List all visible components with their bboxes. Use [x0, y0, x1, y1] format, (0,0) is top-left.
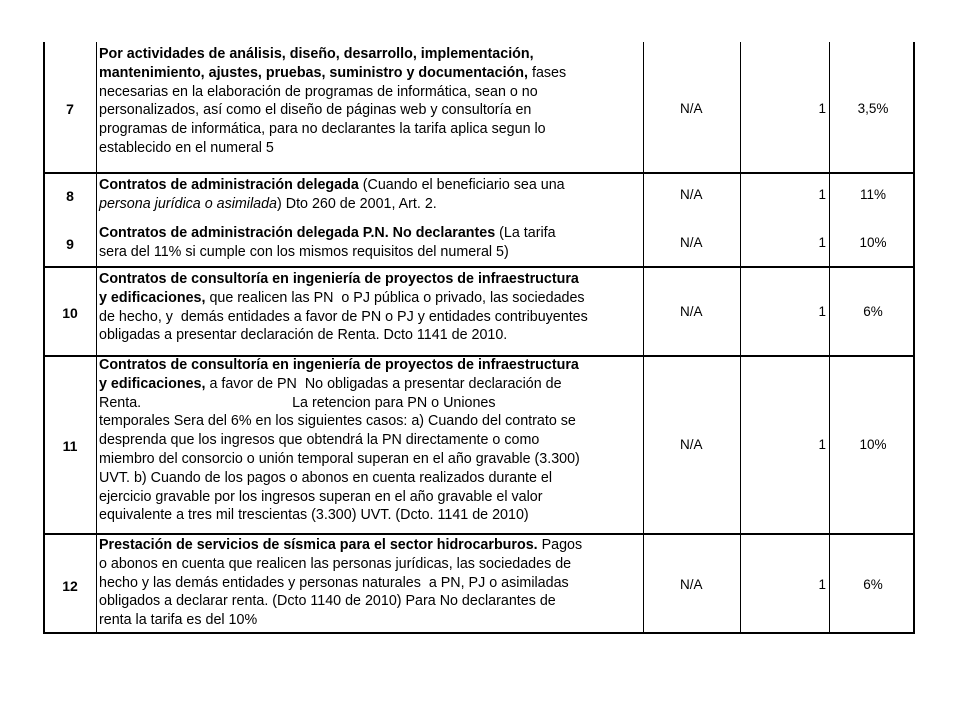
row-number: 8 — [66, 188, 74, 204]
description-line — [99, 224, 644, 243]
description-text: personalizados, así como el diseño de páginas web y consultoría en — [99, 102, 532, 119]
row-description — [99, 536, 644, 630]
description-line — [99, 506, 644, 525]
description-line — [99, 555, 644, 574]
description-text: y edificaciones, — [99, 375, 206, 392]
column-divider — [829, 42, 830, 634]
row-rate: 6% — [863, 304, 883, 319]
description-text: sera del 11% si cumple con los mismos requisitos del numeral 5) — [99, 243, 509, 260]
row-description — [99, 270, 644, 345]
row-quantity: 1 — [818, 304, 826, 319]
description-text: a favor de PN No obligadas a presentar declaración de — [205, 375, 562, 392]
description-text: equivalente a tres mil trescientas (3.300) UVT. (Dcto. 1141 de 2010) — [99, 507, 529, 524]
description-line — [99, 120, 644, 139]
row-rate: 6% — [863, 577, 883, 592]
table-border-right — [913, 42, 915, 634]
description-text: Por actividades de análisis, diseño, desarrollo, implementación, — [99, 46, 534, 62]
description-text: de hecho, y demás entidades a favor de PN o PJ y entidades contribuyentes — [99, 308, 588, 325]
column-divider — [96, 42, 97, 634]
row-number: 7 — [66, 101, 74, 117]
row-quantity: 1 — [818, 437, 826, 452]
table-border-left — [43, 42, 45, 634]
description-line — [99, 176, 644, 195]
description-line — [99, 45, 644, 64]
description-text: que realicen las PN o PJ pública o privado, las sociedades — [205, 289, 585, 306]
description-line — [99, 195, 644, 214]
description-text: renta la tarifa es del 10% — [99, 612, 258, 629]
description-text: Pagos — [537, 537, 583, 553]
column-divider — [740, 42, 741, 634]
description-line — [99, 101, 644, 120]
row-rate: 10% — [859, 437, 887, 452]
description-line — [99, 592, 644, 611]
description-text: mantenimiento, ajustes, pruebas, suministro y documentación, — [99, 64, 528, 81]
row-na: N/A — [680, 577, 703, 592]
row-number: 9 — [66, 236, 74, 252]
row-na: N/A — [680, 101, 703, 116]
row-na: N/A — [680, 187, 703, 202]
description-text: necesarias en la elaboración de programas de informática, sean o no — [99, 83, 538, 100]
description-text: temporales Sera del 6% en los siguientes casos: a) Cuando del contrato se — [99, 413, 576, 430]
description-text: Renta. La retencion para PN o Uniones — [99, 394, 496, 411]
description-text: (La tarifa — [495, 225, 556, 241]
description-line — [99, 64, 644, 83]
description-line — [99, 308, 644, 327]
description-text: obligadas a presentar declaración de Renta. Dcto 1141 de 2010. — [99, 327, 508, 344]
description-text: desprenda que los ingresos que obtendrá la PN directamente o como — [99, 432, 540, 449]
description-line — [99, 83, 644, 102]
description-text: ) Dto 260 de 2001, Art. 2. — [277, 195, 437, 212]
description-text: fases — [528, 64, 567, 81]
description-text: UVT. b) Cuando de los pagos o abonos en cuenta realizados durante el — [99, 469, 553, 486]
description-line — [99, 469, 644, 488]
row-quantity: 1 — [818, 577, 826, 592]
row-description — [99, 176, 644, 214]
row-quantity: 1 — [818, 235, 826, 250]
row-divider — [43, 172, 915, 174]
description-line — [99, 243, 644, 262]
row-number: 10 — [62, 305, 78, 321]
description-text: Contratos de consultoría en ingeniería de proyectos de infraestructura — [99, 271, 579, 287]
description-text: programas de informática, para no declarantes la tarifa aplica segun lo — [99, 121, 546, 138]
row-description — [99, 45, 644, 158]
description-line — [99, 431, 644, 450]
row-rate: 3,5% — [857, 101, 889, 116]
row-na: N/A — [680, 304, 703, 319]
row-number: 11 — [62, 438, 78, 454]
description-text: miembro del consorcio o unión temporal superan en el año gravable (3.300) — [99, 450, 580, 467]
description-text: o abonos en cuenta que realicen las personas jurídicas, las sociedades de — [99, 555, 572, 572]
row-quantity: 1 — [818, 101, 826, 116]
description-line — [99, 536, 644, 555]
description-text: y edificaciones, — [99, 289, 206, 306]
description-line — [99, 289, 644, 308]
row-na: N/A — [680, 235, 703, 250]
description-text: Contratos de administración delegada — [99, 177, 359, 193]
description-text: persona jurídica o asimilada — [99, 195, 278, 212]
row-na: N/A — [680, 437, 703, 452]
description-line — [99, 574, 644, 593]
row-description — [99, 356, 644, 525]
row-quantity: 1 — [818, 187, 826, 202]
description-line — [99, 139, 644, 158]
description-line — [99, 375, 644, 394]
description-text: Prestación de servicios de sísmica para el sector hidrocarburos. — [99, 537, 538, 553]
description-text: ejercicio gravable por los ingresos superan en el año gravable el valor — [99, 488, 543, 505]
description-line — [99, 412, 644, 431]
row-rate: 11% — [859, 187, 887, 202]
description-line — [99, 326, 644, 345]
description-line — [99, 611, 644, 630]
row-divider — [43, 266, 915, 268]
description-line — [99, 450, 644, 469]
row-rate: 10% — [859, 235, 887, 250]
table-border-bottom — [43, 632, 915, 634]
description-text: (Cuando el beneficiario sea una — [358, 177, 565, 193]
description-line — [99, 356, 644, 375]
description-line — [99, 270, 644, 289]
description-text: obligados a declarar renta. (Dcto 1140 de 2010) Para No declarantes de — [99, 593, 556, 610]
description-text: Contratos de consultoría en ingeniería de proyectos de infraestructura — [99, 357, 579, 373]
row-number: 12 — [62, 578, 78, 594]
description-line — [99, 394, 644, 413]
description-text: establecido en el numeral 5 — [99, 139, 274, 156]
description-text: hecho y las demás entidades y personas naturales a PN, PJ o asimiladas — [99, 574, 569, 591]
description-line — [99, 488, 644, 507]
row-description — [99, 224, 644, 262]
description-text: Contratos de administración delegada P.N. No declarantes — [99, 225, 496, 241]
row-divider — [43, 533, 915, 535]
